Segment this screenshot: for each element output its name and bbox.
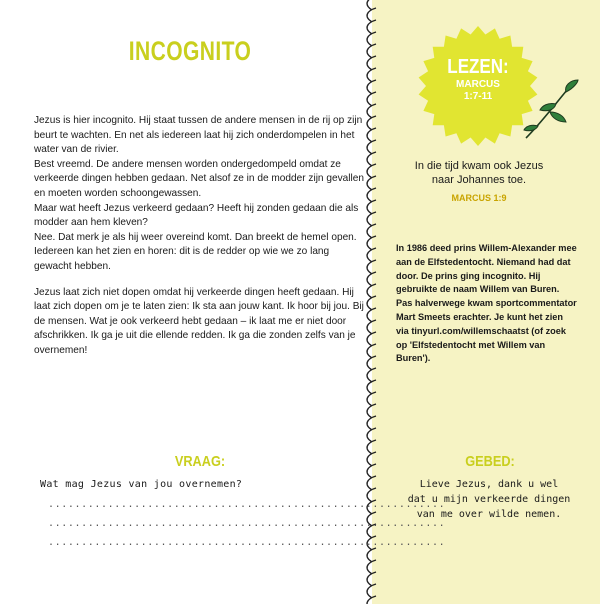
paragraph-1: Jezus is hier incognito. Hij staat tussen de andere mensen in de rij op zijn beurt te wachten. En net als iedereen laat hij zich onderdompelen in het water van de rivier. xyxy=(34,115,363,156)
body-text xyxy=(34,114,364,359)
badge-book: MARCUS xyxy=(456,79,500,90)
quote-line-2: naar Johannes toe. xyxy=(431,174,527,186)
answer-line-1: ............................................................ xyxy=(48,499,446,510)
page-title: INCOGNITO xyxy=(128,36,252,66)
prayer-text xyxy=(386,477,592,522)
paragraph-5: Jezus laat zich niet dopen omdat hij verkeerde dingen heeft gedaan. Hij laat zich dopen om je te laten zien: Ik sta aan jouw kant. Ik hoor bij jou. Bij de mensen. Wat je ook verkeerd hebt gedaan – ik laat me er niet door afschrikken. Ik ga je uit die ellende redden. Ik ga die zonden zelfs van je overnemen! xyxy=(34,286,364,356)
quote-reference: MARCUS 1:9 xyxy=(451,193,507,203)
paragraph-4: Nee. Dat merk je als hij weer overeind komt. Dan breekt de hemel open. Iedereen kan het zien en horen: dit is de redder op wie we zo lang gewacht hebben. xyxy=(34,231,357,272)
rope-twist xyxy=(367,596,376,604)
bible-quote xyxy=(396,159,562,187)
answer-line-3: ............................................................ xyxy=(48,537,446,548)
badge-text xyxy=(416,56,540,103)
prayer-line-1: Lieve Jezus, dank u wel xyxy=(419,479,559,490)
question-title: VRAAG: xyxy=(174,453,226,470)
badge-title: LEZEN: xyxy=(447,56,509,78)
question-text: Wat mag Jezus van jou overnemen? xyxy=(40,479,243,490)
quote-line-1: In die tijd kwam ook Jezus xyxy=(414,160,544,172)
answer-line-2: ............................................................ xyxy=(48,518,446,529)
prayer-title: GEBED: xyxy=(465,453,515,470)
prayer-line-3: van me over wilde nemen. xyxy=(416,509,562,520)
paragraph-3: Maar wat heeft Jezus verkeerd gedaan? Heeft hij zonden gedaan die als modder aan hem kleven? xyxy=(34,202,359,229)
badge-verses: 1:7-11 xyxy=(463,91,493,102)
paragraph-2: Best vreemd. De andere mensen worden ondergedompeld omdat ze verkeerde dingen hebben gedaan. Net alsof ze in de modder zijn gevallen en moeten worden schoongewassen. xyxy=(34,158,364,199)
prayer-line-2: dat u mijn verkeerde dingen xyxy=(407,494,571,505)
info-box: In 1986 deed prins Willem-Alexander mee aan de Elfstedentocht. Niemand had dat door. De prins ging incognito. Hij gebruikte de naam Willem van Buren. Pas halverwege kwam sportcommentator Mart Smeets erachter. Je kunt het zien via tinyurl.com/willemschaatst (of zoek op 'Elfstedentocht met Willem van Buren'). xyxy=(396,243,577,364)
